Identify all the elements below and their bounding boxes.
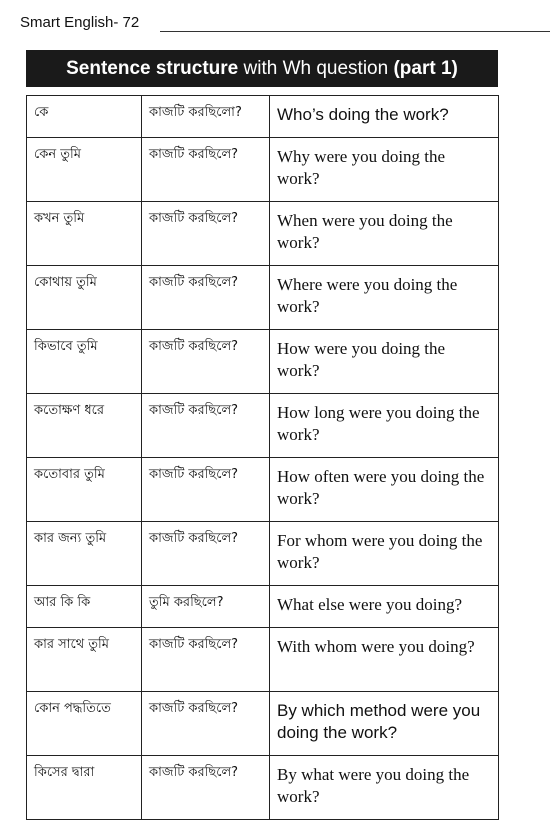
table-row [27, 394, 499, 458]
bangla-verb-phrase: কাজটি করছিলে? [142, 756, 270, 820]
bangla-verb-phrase: কাজটি করছিলে? [142, 266, 270, 330]
table-row [27, 586, 499, 628]
banner-bold-lead: Sentence structure [66, 57, 239, 79]
english-sentence: For whom were you doing the work? [270, 522, 499, 586]
bangla-verb-phrase: কাজটি করছিলে? [142, 628, 270, 692]
bangla-question-word: কার সাথে তুমি [27, 628, 142, 692]
bangla-question-word: আর কি কি [27, 586, 142, 628]
bangla-question-word: কার জন্য তুমি [27, 522, 142, 586]
table-row [27, 330, 499, 394]
english-sentence: What else were you doing? [270, 586, 499, 628]
bangla-verb-phrase: কাজটি করছিলে? [142, 522, 270, 586]
bangla-question-word: কোন পদ্ধতিতে [27, 692, 142, 756]
bangla-question-word: কখন তুমি [27, 202, 142, 266]
bangla-question-word: কিভাবে তুমি [27, 330, 142, 394]
bangla-question-word: কিসের দ্বারা [27, 756, 142, 820]
table-row [27, 692, 499, 756]
page-header [20, 14, 550, 38]
bangla-question-word: কতোবার তুমি [27, 458, 142, 522]
banner-middle: with Wh question [238, 57, 394, 79]
banner-bold-tail: (part 1) [393, 57, 458, 79]
english-sentence: How were you doing the work? [270, 330, 499, 394]
bangla-question-word: কতোক্ষণ ধরে [27, 394, 142, 458]
table-row [27, 458, 499, 522]
wh-question-table [26, 95, 499, 820]
header-rule [160, 31, 550, 32]
table-row [27, 756, 499, 820]
table-row [27, 266, 499, 330]
english-sentence: By what were you doing the work? [270, 756, 499, 820]
table-row [27, 522, 499, 586]
bangla-verb-phrase: কাজটি করছিলো? [142, 96, 270, 138]
english-sentence: With whom were you doing? [270, 628, 499, 692]
english-sentence: When were you doing the work? [270, 202, 499, 266]
page-header-title: Smart English- 72 [20, 14, 140, 31]
table-row [27, 138, 499, 202]
bangla-verb-phrase: তুমি করছিলে? [142, 586, 270, 628]
english-sentence: Where were you doing the work? [270, 266, 499, 330]
bangla-question-word: কে [27, 96, 142, 138]
bangla-question-word: কেন তুমি [27, 138, 142, 202]
english-sentence: Who’s doing the work? [270, 96, 499, 138]
table-row [27, 96, 499, 138]
section-banner [26, 50, 498, 87]
english-sentence: How often were you doing the work? [270, 458, 499, 522]
bangla-verb-phrase: কাজটি করছিলে? [142, 330, 270, 394]
bangla-verb-phrase: কাজটি করছিলে? [142, 394, 270, 458]
table-row [27, 202, 499, 266]
bangla-question-word: কোথায় তুমি [27, 266, 142, 330]
bangla-verb-phrase: কাজটি করছিলে? [142, 692, 270, 756]
table-row [27, 628, 499, 692]
english-sentence: Why were you doing the work? [270, 138, 499, 202]
english-sentence: How long were you doing the work? [270, 394, 499, 458]
english-sentence: By which method were you doing the work? [270, 692, 499, 756]
bangla-verb-phrase: কাজটি করছিলে? [142, 138, 270, 202]
bangla-verb-phrase: কাজটি করছিলে? [142, 458, 270, 522]
bangla-verb-phrase: কাজটি করছিলে? [142, 202, 270, 266]
